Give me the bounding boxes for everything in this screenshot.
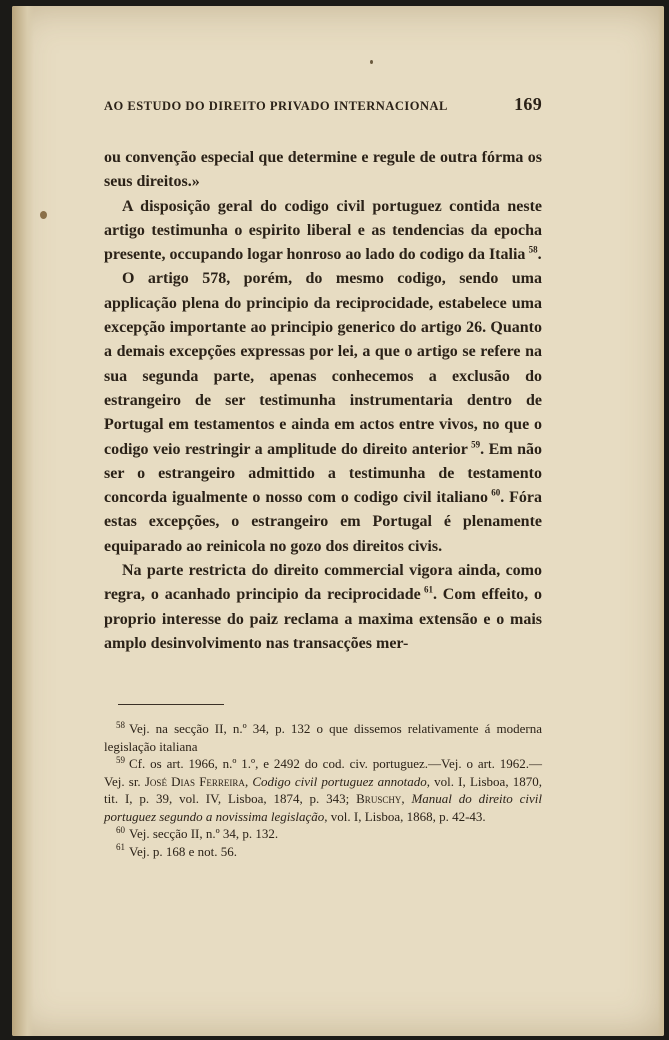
cited-author: José Dias Ferreira xyxy=(144,773,245,789)
body-text xyxy=(104,146,542,656)
page-edge xyxy=(658,6,664,1036)
page-number: 169 xyxy=(514,94,542,114)
footnote-60 xyxy=(104,825,542,843)
paragraph-text: . Com effeito, o proprio interesse do paiz reclama a maxima extensão e o mais amplo desinvolvimento nas transacções mer- xyxy=(104,586,543,652)
footnote-text: , xyxy=(401,791,412,806)
footnote-divider xyxy=(118,704,224,705)
paragraph xyxy=(104,195,542,268)
footnote-58 xyxy=(104,720,542,755)
paragraph-text: A disposição geral do codigo civil portuguez contida neste artigo testimunha o espirito liberal e as tendencias da epocha presente, occupando logar honroso ao lado do codigo da Italia xyxy=(104,197,542,264)
paragraph-text: . Em não ser o estrangeiro admittido a testimunha de testamento concorda igualmente o nosso com o codigo civil italiano xyxy=(104,440,542,507)
footnote-text: Vej. na secção II, n.º 34, p. 132 o que dissemos relativamente á moderna legislação italiana xyxy=(104,721,542,754)
footnote-text: , vol. I, Lisboa, 1870, tit. I, p. 39, vol. IV, Lisboa, 1874, p. 343; xyxy=(104,773,543,806)
footnote-ref: 61 xyxy=(423,585,433,596)
footnote-text: Vej. secção II, n.º 34, p. 132. xyxy=(129,826,279,841)
cited-author: Bruschy xyxy=(356,791,402,806)
footnotes xyxy=(104,720,542,860)
footnote-text: , xyxy=(244,773,253,789)
footnote-59 xyxy=(104,755,542,825)
footnote-number: 59 xyxy=(116,754,125,765)
running-head xyxy=(104,94,542,115)
running-title: AO ESTUDO DO DIREITO PRIVADO INTERNACIONAL xyxy=(104,99,448,113)
ink-speck xyxy=(370,60,373,64)
cited-title: Manual do direito civil portuguez segundo a novissima legislação xyxy=(104,791,543,824)
footnote-text: Vej. p. 168 e not. 56. xyxy=(129,843,237,859)
footnote-ref: 59 xyxy=(471,439,481,450)
footnote-text: Cf. os art. 1966, n.º 1.º, e 2492 do cod. civ. portuguez.—Vej. o art. 1962.— Vej. sr. xyxy=(104,756,542,789)
paragraph xyxy=(104,267,542,559)
cited-title: Codigo civil portuguez annotado xyxy=(252,773,427,789)
footnote-number: 58 xyxy=(116,719,125,730)
footnote-ref: 60 xyxy=(491,487,501,498)
paragraph-text: O artigo 578, porém, do mesmo codigo, sendo uma applicação plena do principio da reciprocidade, estabelece uma excepção importante ao principio generico do artigo 26. Quanto a demais excepções expressas por lei, a que o artigo se refere na sua segunda parte, apenas conhecemos a exclusão do estrangeiro de ser testimunha instrumentaria dentro de Portugal em testamentos e ainda em actos entre vivos, no que o codigo veio restringir a amplitude do direito anterior xyxy=(104,270,542,458)
paragraph-text: . xyxy=(537,246,542,264)
book-page xyxy=(12,6,664,1036)
footnote-number: 61 xyxy=(116,842,125,853)
paragraph-continuation xyxy=(104,146,542,195)
paragraph-text: Na parte restricta do direito commercial vigora ainda, como regra, o acanhado principio da reciprocidade xyxy=(104,562,542,604)
footnote-61 xyxy=(104,843,542,861)
ink-speck xyxy=(40,211,47,219)
paragraph-text: . Fóra estas excepções, o estrangeiro em Portugal é plenamente equiparado ao reinicola no gozo dos direitos civis. xyxy=(104,489,543,555)
footnote-ref: 58 xyxy=(528,244,538,255)
paragraph xyxy=(104,559,542,656)
page-gutter-shadow xyxy=(12,6,34,1036)
footnote-number: 60 xyxy=(116,824,125,835)
paragraph-text: ou convenção especial que determine e regule de outra fórma os seus direitos.» xyxy=(104,149,542,191)
footnote-text: , vol. I, Lisboa, 1868, p. 42-43. xyxy=(324,808,486,824)
